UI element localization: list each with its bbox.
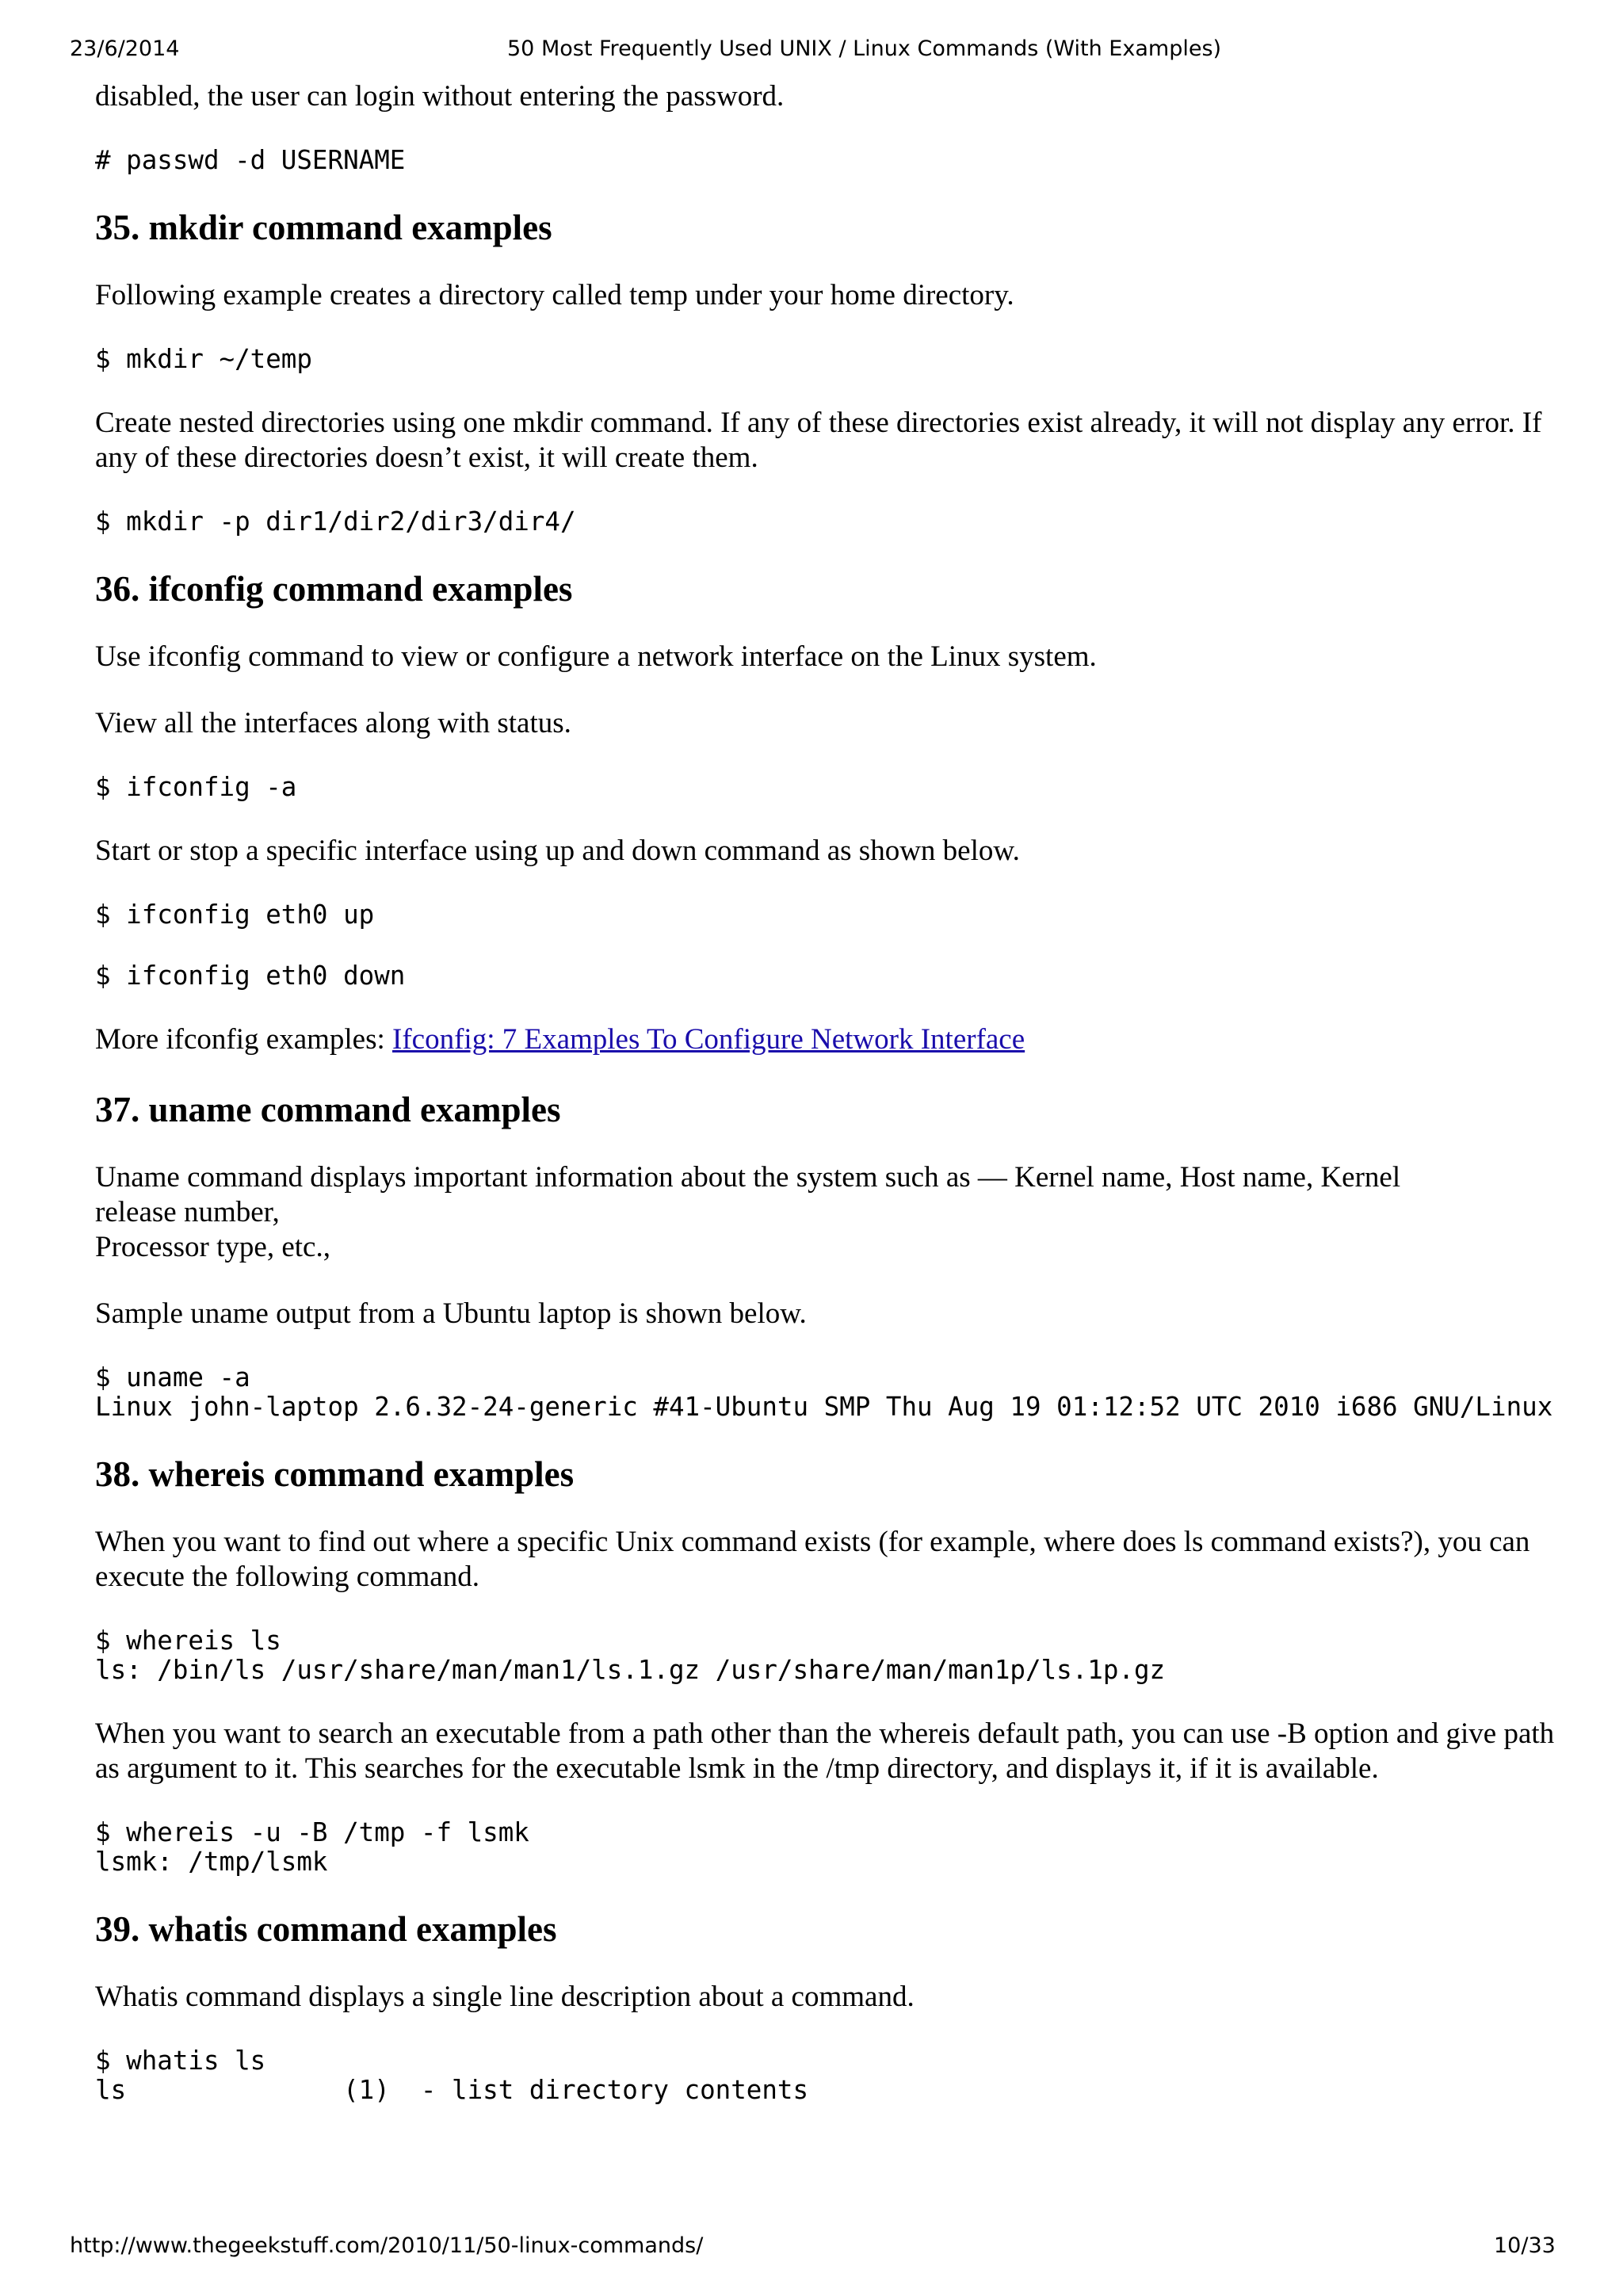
uname-p1-line1: Uname command displays important information about the system such as — Kernel name, Host name, Kernel [95,1161,1401,1194]
header-title: 50 Most Frequently Used UNIX / Linux Commands (With Examples) [507,36,1222,61]
whatis-code: $ whatis ls ls (1) - list directory contents [95,2046,809,2105]
ifconfig-p2: View all the interfaces along with status. [95,707,571,739]
uname-p1-line3: Processor type, etc., [95,1231,330,1263]
whereis-code2: $ whereis -u -B /tmp -f lsmk lsmk: /tmp/lsmk [95,1817,529,1877]
ifconfig-more [95,1022,1569,1057]
heading-uname: 37. uname command examples [95,1090,561,1129]
heading-whatis: 39. whatis command examples [95,1909,557,1949]
whatis-p1: Whatis command displays a single line description about a command. [95,1981,915,2013]
footer-url: http://www.thegeekstuff.com/2010/11/50-linux-commands/ [70,2233,704,2258]
ifconfig-more-prefix: More ifconfig examples: [95,1023,393,1056]
header-date: 23/6/2014 [70,36,180,61]
uname-p1 [95,1160,1569,1265]
heading-mkdir: 35. mkdir command examples [95,208,552,247]
ifconfig-code1: $ ifconfig -a [95,772,297,802]
heading-whereis: 38. whereis command examples [95,1454,575,1494]
ifconfig-p1: Use ifconfig command to view or configure a network interface on the Linux system. [95,640,1097,673]
ifconfig-code3: $ ifconfig eth0 down [95,961,406,991]
mkdir-code1: $ mkdir ~/temp [95,344,312,374]
ifconfig-code2: $ ifconfig eth0 up [95,900,375,930]
ifconfig-p3: Start or stop a specific interface using up and down command as shown below. [95,835,1020,867]
whereis-p1: When you want to find out where a specific Unix command exists (for example, where does ls command exists?), you can execute the following command. [95,1526,1530,1593]
intro-code: # passwd -d USERNAME [95,145,406,175]
uname-p2: Sample uname output from a Ubuntu laptop is shown below. [95,1297,807,1330]
intro-text: disabled, the user can login without entering the password. [95,80,785,113]
mkdir-p1: Following example creates a directory called temp under your home directory. [95,279,1014,311]
article-body [95,79,1569,2137]
whereis-code1: $ whereis ls ls: /bin/ls /usr/share/man/man1/ls.1.gz /usr/share/man/man1p/ls.1p.gz [95,1626,1166,1685]
mkdir-code2: $ mkdir -p dir1/dir2/dir3/dir4/ [95,506,576,537]
whereis-p2: When you want to search an executable from a path other than the whereis default path, you can use -B option and give path as argument to it. This searches for the executable lsmk in the /tmp directory, and displays it, if it is available. [95,1717,1555,1785]
mkdir-p2: Create nested directories using one mkdir command. If any of these directories exist already, it will not display any error. If any of these directories doesn’t exist, it will create them. [95,407,1542,474]
uname-p1-line2: release number, [95,1196,280,1228]
ifconfig-examples-link[interactable]: Ifconfig: 7 Examples To Configure Network Interface [392,1023,1025,1056]
uname-code: $ uname -a Linux john-laptop 2.6.32-24-generic #41-Ubuntu SMP Thu Aug 19 01:12:52 UTC 2010 i686 GNU/Linux [95,1362,1553,1422]
heading-ifconfig: 36. ifconfig command examples [95,569,573,609]
footer-page-number: 10/33 [1494,2233,1556,2258]
